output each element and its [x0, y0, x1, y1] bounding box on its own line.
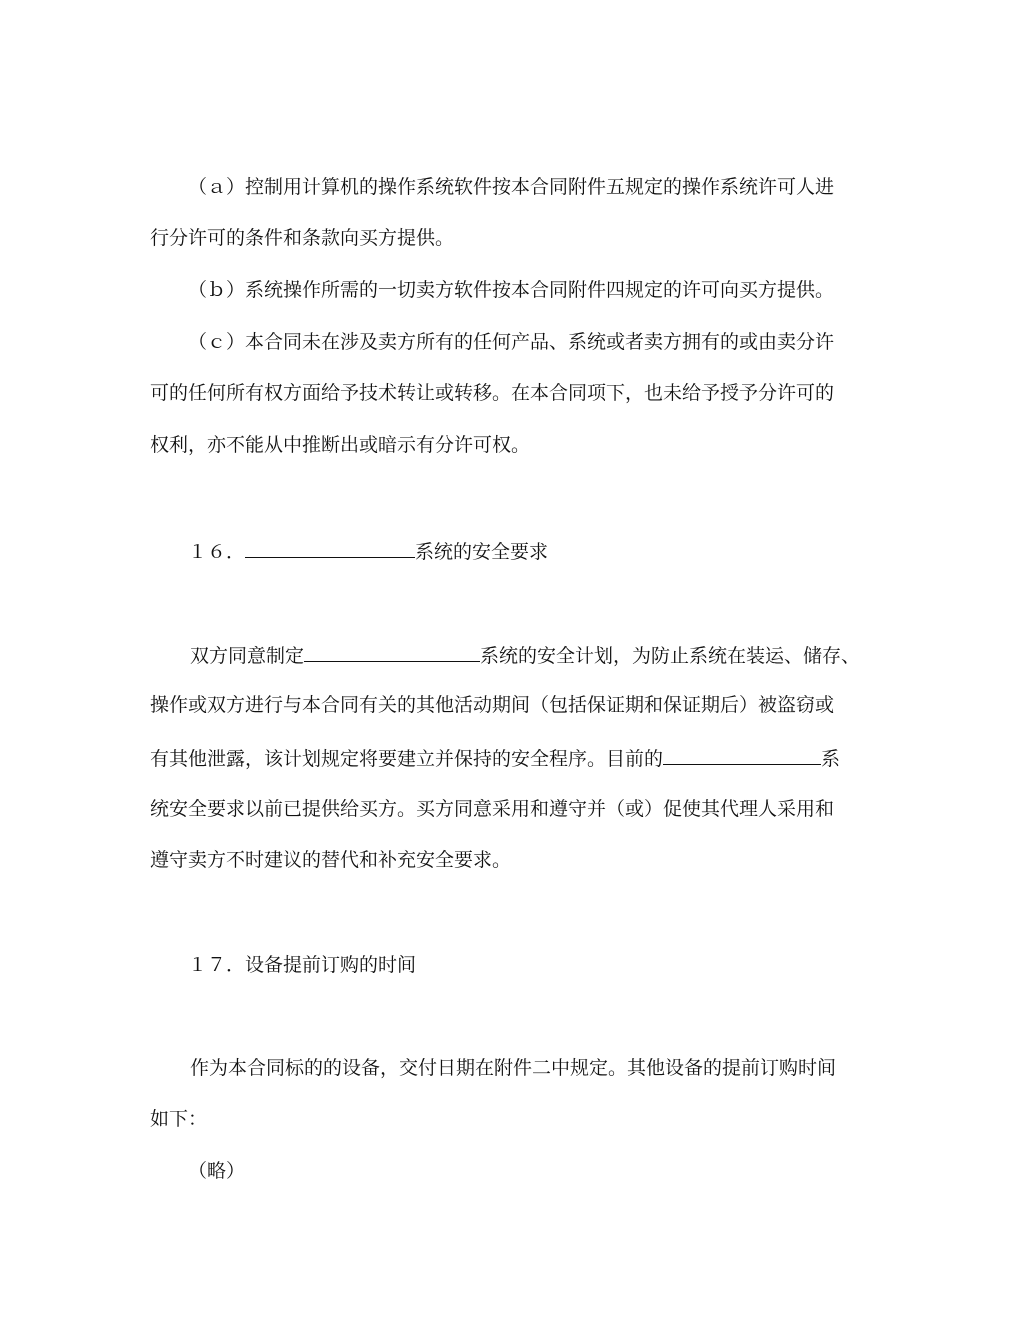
- blank-underline: [245, 537, 415, 558]
- clause-16-line-1: [190, 641, 860, 669]
- item-c-line-2: 可的任何所有权方面给予技术转让或转移。在本合同项下，也未给予授予分许可的: [150, 382, 835, 404]
- item-a-line-1: （ａ）控制用计算机的操作系统软件按本合同附件五规定的操作系统许可人进: [188, 176, 835, 198]
- clause-16-line-1-start: 双方同意制定: [190, 645, 305, 667]
- clause-16-line-1-end: 系统的安全计划，为防止系统在装运、储存、: [480, 645, 861, 667]
- clause-17-heading: １７．设备提前订购的时间: [188, 954, 417, 976]
- clause-16-line-2: 操作或双方进行与本合同有关的其他活动期间（包括保证期和保证期后）被盗窃或: [150, 694, 835, 716]
- clause-16-line-4: 统安全要求以前已提供给买方。买方同意采用和遵守并（或）促使其代理人采用和: [150, 798, 835, 820]
- blank-underline: [304, 641, 480, 662]
- clause-16-heading: [188, 537, 548, 565]
- clause-16-title: 系统的安全要求: [415, 541, 549, 563]
- item-a-line-2: 行分许可的条件和条款向买方提供。: [150, 227, 455, 249]
- item-b-line-1: （ｂ）系统操作所需的一切卖方软件按本合同附件四规定的许可向买方提供。: [188, 279, 835, 301]
- blank-underline: [663, 744, 821, 765]
- item-c-line-1: （ｃ）本合同未在涉及卖方所有的任何产品、系统或者卖方拥有的或由卖分许: [188, 331, 835, 353]
- clause-17-line-2: 如下：: [150, 1108, 208, 1130]
- clause-16-line-3-end: 系: [821, 748, 841, 770]
- clause-16-line-3: [150, 744, 840, 772]
- clause-16-line-5: 遵守卖方不时建议的替代和补充安全要求。: [150, 849, 512, 871]
- clause-16-line-3-start: 有其他泄露，该计划规定将要建立并保持的安全程序。目前的: [150, 748, 664, 770]
- clause-17-omitted: （略）: [188, 1160, 246, 1182]
- item-c-line-3: 权利，亦不能从中推断出或暗示有分许可权。: [150, 434, 531, 456]
- clause-17-line-1: 作为本合同标的的设备，交付日期在附件二中规定。其他设备的提前订购时间: [190, 1057, 837, 1079]
- clause-16-number: １６．: [188, 541, 246, 563]
